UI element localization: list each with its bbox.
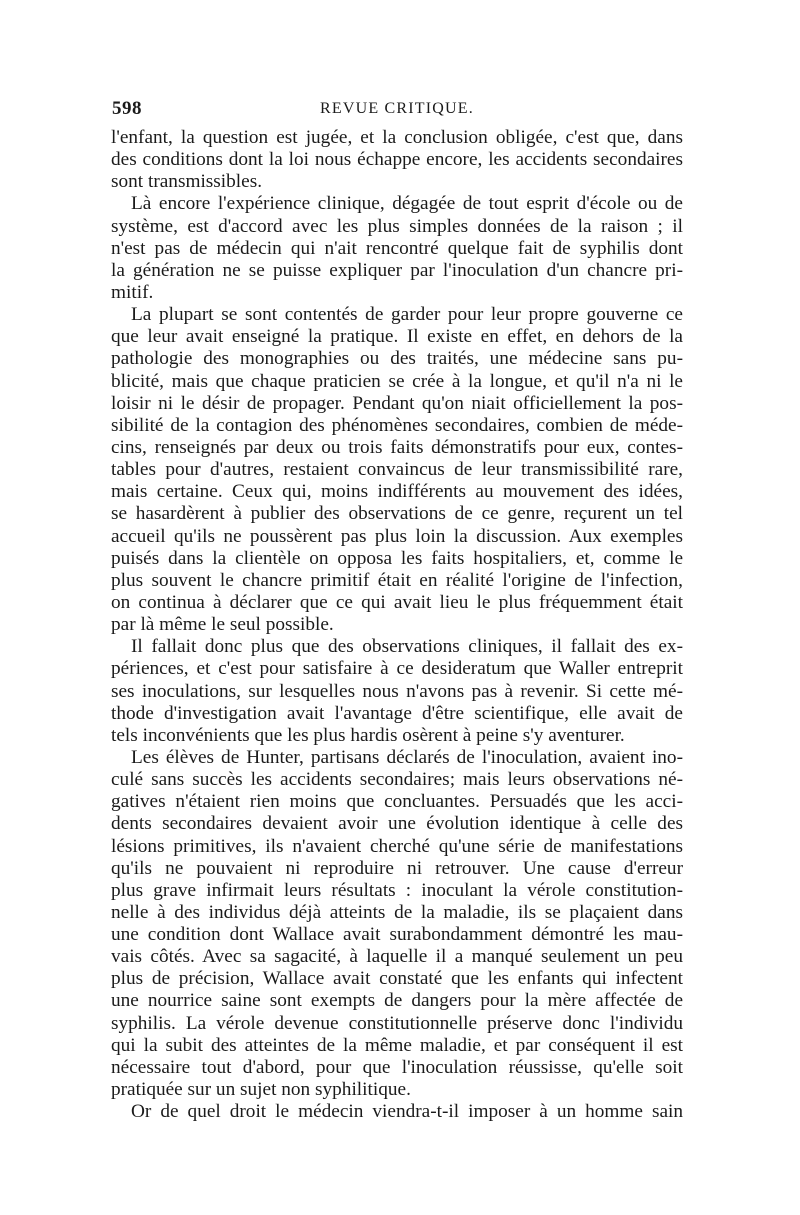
text-line: accueil qu'ils ne poussèrent pas plus loin la discussion. Aux exemples (111, 525, 683, 547)
text-line: mitif. (111, 281, 154, 303)
text-line: des conditions dont la loi nous échappe encore, les accidents secondaires (111, 149, 683, 171)
text-line: la génération ne se puisse expliquer par l'inoculation d'un chancre pri- (111, 259, 683, 281)
text-line: La plupart se sont contentés de garder pour leur propre gouverne ce (131, 304, 683, 326)
text-line: pathologie des monographies ou des traités, une médecine sans pu- (111, 348, 683, 370)
text-line: blicité, mais que chaque praticien se crée à la longue, et qu'il n'a ni le (111, 370, 683, 392)
text-line: Il fallait donc plus que des observations cliniques, il fallait des ex- (131, 636, 683, 658)
text-line: une condition dont Wallace avait surabondamment démontré les mau- (111, 924, 683, 946)
text-line: n'est pas de médecin qui n'ait rencontré quelque fait de syphilis dont (111, 237, 683, 259)
text-line: cins, renseignés par deux ou trois faits démonstratifs pour eux, contes- (111, 436, 683, 458)
text-line: l'enfant, la question est jugée, et la conclusion obligée, c'est que, dans (111, 127, 683, 148)
text-line: mais certaine. Ceux qui, moins indifférents au mouvement des idées, (111, 481, 683, 503)
text-line: plus de précision, Wallace avait constaté que les enfants qui infectent (111, 968, 683, 990)
text-line: plus grave infirmait leurs résultats : inoculant la vérole constitution- (111, 879, 683, 901)
running-title: REVUE CRITIQUE. (320, 100, 474, 117)
text-line: sont transmissibles. (111, 171, 263, 193)
text-line: système, est d'accord avec les plus simples données de la raison ; il (111, 215, 683, 237)
text-line: Là encore l'expérience clinique, dégagée de tout esprit d'école ou de (131, 193, 683, 215)
text-line: une nourrice saine sont exempts de dangers pour la mère affectée de (111, 990, 683, 1012)
body-text (111, 127, 683, 1123)
text-line: Or de quel droit le médecin viendra-t-il imposer à un homme sain (131, 1101, 683, 1123)
text-line: par là même le seul possible. (111, 614, 334, 636)
text-line: syphilis. La vérole devenue constitutionnelle préserve donc l'individu (111, 1012, 683, 1034)
text-line: plus souvent le chancre primitif était en réalité l'origine de l'infection, (111, 569, 683, 591)
text-line: qu'ils ne pouvaient ni reproduire ni retrouver. Une cause d'erreur (111, 857, 683, 879)
text-line: gatives n'étaient rien moins que concluantes. Persuadés que les acci- (111, 791, 683, 813)
text-line: tables pour d'autres, restaient convaincus de leur transmissibilité rare, (111, 459, 683, 481)
page-header (112, 98, 682, 122)
text-line: nelle à des individus déjà atteints de la maladie, ils se plaçaient dans (111, 901, 683, 923)
text-line: pratiquée sur un sujet non syphilitique. (111, 1079, 411, 1101)
text-line: puisés dans la clientèle on opposa les faits hospitaliers, et, comme le (111, 547, 683, 569)
text-line: loisir ni le désir de propager. Pendant qu'on niait officiellement la pos- (111, 392, 683, 414)
text-line: que leur avait enseigné la pratique. Il existe en effet, en dehors de la (111, 326, 683, 348)
text-line: tels inconvénients que les plus hardis osèrent à peine s'y aventurer. (111, 724, 625, 746)
text-line: culé sans succès les accidents secondaires; mais leurs observations né- (111, 769, 683, 791)
text-line: qui la subit des atteintes de la même maladie, et par conséquent il est (111, 1034, 683, 1056)
text-line: nécessaire tout d'abord, pour que l'inoculation réussisse, qu'elle soit (111, 1056, 683, 1078)
text-line: Les élèves de Hunter, partisans déclarés de l'inoculation, avaient ino- (131, 746, 683, 768)
text-line: dents secondaires devaient avoir une évolution identique à celle des (111, 813, 683, 835)
text-line: périences, et c'est pour satisfaire à ce desideratum que Waller entreprit (111, 658, 683, 680)
page-number: 598 (112, 98, 142, 119)
text-line: vais côtés. Avec sa sagacité, à laquelle il a manqué seulement un peu (111, 946, 683, 968)
text-line: sibilité de la contagion des phénomènes secondaires, combien de méde- (111, 414, 683, 436)
text-line: lésions primitives, ils n'avaient cherché qu'une série de manifestations (111, 835, 683, 857)
text-line: thode d'investigation avait l'avantage d'être scientifique, elle avait de (111, 702, 683, 724)
text-line: se hasardèrent à publier des observations de ce genre, reçurent un tel (111, 503, 683, 525)
text-line: ses inoculations, sur lesquelles nous n'avons pas à revenir. Si cette mé- (111, 680, 683, 702)
text-line: on continua à déclarer que ce qui avait lieu le plus fréquemment était (111, 591, 683, 613)
